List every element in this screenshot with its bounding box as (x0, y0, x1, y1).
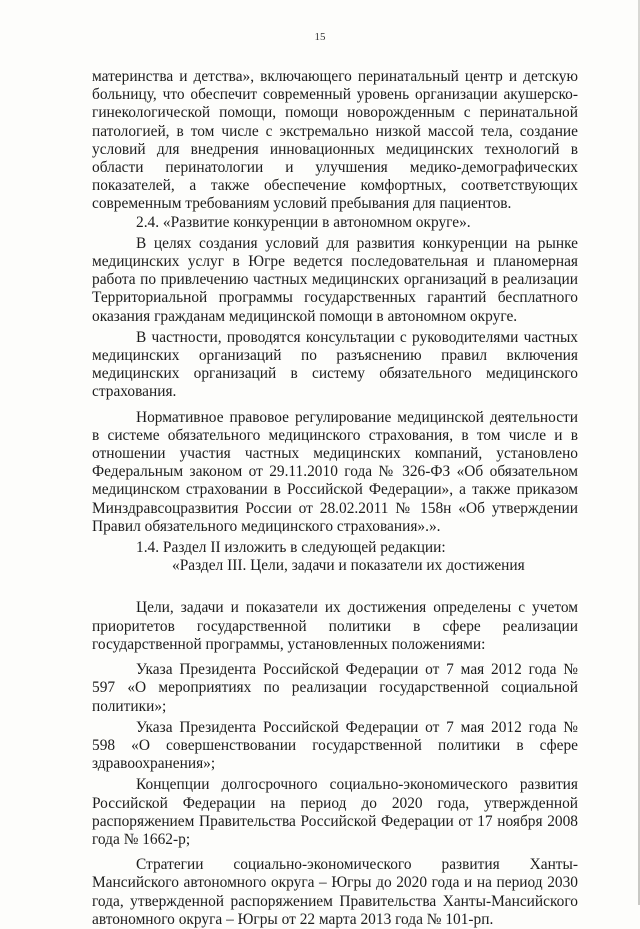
section-iii-title: «Раздел III. Цели, задачи и показатели их достижения (172, 557, 525, 575)
paragraph-decree-597: Указа Президента Российской Федерации от 7 мая 2012 года № 597 «О мероприятиях по реализации государственной социальной политики»; (92, 661, 578, 715)
paragraph-goals: Цели, задачи и показатели их достижения определены с учетом приоритетов государственной политики в сфере реализации государственной программы, установленных положениями: (92, 599, 578, 653)
paragraph-decree-598: Указа Президента Российской Федерации от 7 мая 2012 года № 598 «О совершенствовании государственной политики в сфере здравоохранения»; (92, 718, 578, 773)
document-body (92, 68, 578, 929)
paragraph-maternity-center: материнства и детства», включающего перинатальный центр и детскую больницу, что обеспечит современный уровень организации акушерско-гинекологической помощи, помощи новорожденным с перинатальной патологией, в том числе с экстремально низкой массой тела, создание условий для внедрения инновационных медицинских технологий в области перинатологии и улучшения медико-демографических показателей, а также обеспечение комфортных, соответствующих современным требованиям условий пребывания для пациентов. (92, 68, 578, 213)
section-2-4-heading: 2.4. «Развитие конкуренции в автономном округе». (136, 213, 471, 231)
paragraph-strategy-yugra: Стратегии социально-экономического развития Ханты-Мансийского автономного округа – Югры до 2020 года и на период 2030 года, утвержденной распоряжением Правительства Ханты-Мансийского автономного округа – Югры от 22 марта 2013 года № 101-рп. (92, 856, 578, 928)
page-number: 15 (314, 31, 326, 43)
paragraph-regulation: Нормативное правовое регулирование медицинской деятельности в системе обязательного медицинского страхования, в том числе и в отношении участия частных медицинских компаний, установлено Федеральным законом от 29.11.2010 года № 326-ФЗ «Об обязательном медицинском страховании в Российской Федерации», а также приказом Минздравсоцразвития России от 28.02.2011 № 158н «Об утверждении Правил обязательного медицинского страхования».». (92, 408, 578, 535)
paragraph-amendment-1-4: 1.4. Раздел II изложить в следующей редакции: (136, 539, 446, 557)
paragraph-consultations: В частности, проводятся консультации с руководителями частных медицинских организаций по разъяснению правил включения медицинских организаций в систему обязательного медицинского страхования. (92, 328, 578, 401)
paragraph-concept-2020: Концепции долгосрочного социально-экономического развития Российской Федерации на период до 2020 года, утвержденной распоряжением Правительства Российской Федерации от 17 ноября 2008 года № 1662-р; (92, 776, 578, 848)
paragraph-competition: В целях создания условий для развития конкуренции на рынке медицинских услуг в Югре ведется последовательная и планомерная работа по привлечению частных медицинских организаций в реализации Территориальной программы государственных гарантий бесплатного оказания гражданам медицинской помощи в автономном округе. (92, 234, 578, 325)
